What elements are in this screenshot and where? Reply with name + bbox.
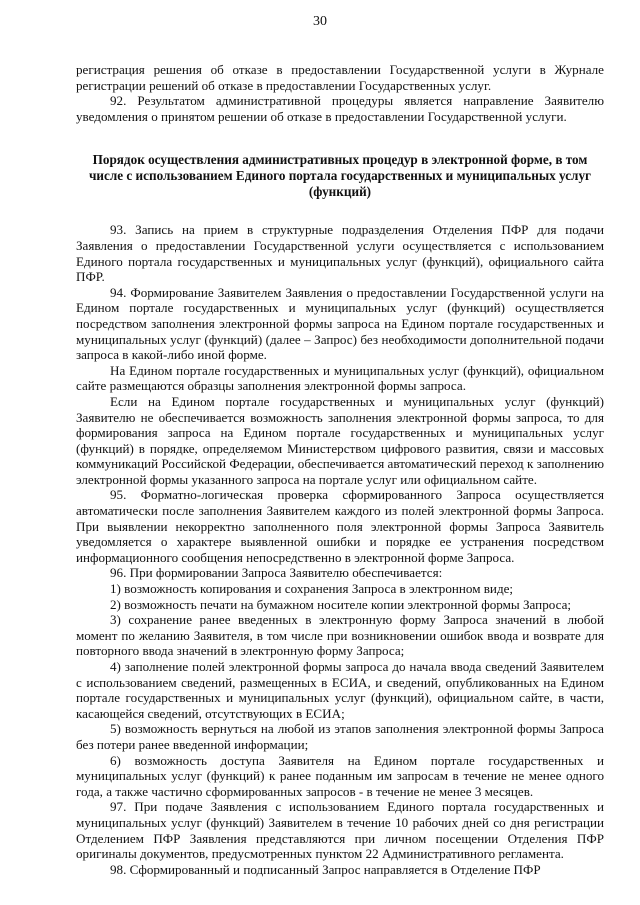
list-item-1: 1) возможность копирования и сохранения Запроса в электронном виде; xyxy=(110,581,514,597)
paragraph-96: 96. При формировании Запроса Заявителю обеспечивается: xyxy=(110,565,443,581)
paragraph-98: 98. Сформированный и подписанный Запрос направляется в Отделение ПФР xyxy=(110,861,541,877)
paragraph-97: 97. При подаче Заявления с использованием Единого портала государственных и муниципальных услуг (функций) Заявителем в течение 10 рабочих дней со дня регистрации Отделением ПФР Заявления представляются при личном посещении Отделения ПФР оригиналы документов, предусмотренных пунктом 22 Административного регламента. xyxy=(76,799,604,862)
paragraph-92: 92. Результатом административной процедуры является направление Заявителю уведомления о принятом решении об отказе в предоставлении Государственной услуги. xyxy=(76,93,604,124)
list-item-2: 2) возможность печати на бумажном носителе копии электронной формы Запроса; xyxy=(110,596,572,612)
document-body xyxy=(76,62,604,877)
list-item-5: 5) возможность вернуться на любой из этапов заполнения электронной формы Запроса без потери ранее введенной информации; xyxy=(76,721,604,752)
paragraph-autoredirect: Если на Едином портале государственных и муниципальных услуг (функций) Заявителю не обеспечивается возможность заполнения электронной формы запроса, то для формирования запроса на Едином портале государственных и муниципальных услуг (функций) в порядке, определяемом Министерством цифрового развития, связи и массовых коммуникаций Российской Федерации, обеспечивается автоматический переход к заполнению электронной формы указанного запроса на портале услуг или официальном сайте. xyxy=(76,393,604,487)
page-number: 30 xyxy=(313,14,327,29)
paragraph-95: 95. Форматно-логическая проверка сформированного Запроса осуществляется автоматически после заполнения Заявителем каждого из полей электронной формы Запроса. При выявлении некорректно заполненного поля электронной формы Запроса Заявитель уведомляется о характере выявленной ошибки и порядке ее устранения посредством информационного сообщения непосредственно в электронной форме Запроса. xyxy=(76,487,604,565)
paragraph-continuation: регистрация решения об отказе в предоставлении Государственной услуги в Журнале регистрации решений об отказе в предоставлении Государственных услуг. xyxy=(76,62,604,93)
paragraph-samples: На Едином портале государственных и муниципальных услуг (функций), официальном сайте размещаются образцы заполнения электронной формы запроса. xyxy=(76,362,604,394)
section-heading: Порядок осуществления административных процедур в электронной форме, в том числе с использованием Единого портала государственных и муниципальных услуг (функций) xyxy=(88,152,592,200)
list-item-6: 6) возможность доступа Заявителя на Едином портале государственных и муниципальных услуг (функций) к ранее поданным им запросам в течение не менее одного года, а также частично сформированных запросов - в течение не менее 3 месяцев. xyxy=(76,752,604,799)
paragraph-94: 94. Формирование Заявителем Заявления о предоставлении Государственной услуги на Едином портале государственных и муниципальных услуг (функций) осуществляется посредством заполнения электронной формы запроса на Едином портале государственных и муниципальных услуг (функций) (далее – Запрос) без необходимости дополнительной подачи запроса в какой-либо иной форме. xyxy=(76,284,604,363)
list-item-3: 3) сохранение ранее введенных в электронную форму Запроса значений в любой момент по желанию Заявителя, в том числе при возникновении ошибок ввода и возврате для повторного ввода значений в электронную форму Запроса; xyxy=(76,612,604,659)
list-item-4: 4) заполнение полей электронной формы запроса до начала ввода сведений Заявителем с использованием сведений, размещенных в ЕСИА, и сведений, опубликованных на Едином портале государственных и муниципальных услуг (функций), официальном сайте, в части, касающейся сведений, отсутствующих в ЕСИА; xyxy=(76,659,604,721)
paragraph-93: 93. Запись на прием в структурные подразделения Отделения ПФР для подачи Заявления о предоставлении Государственной услуги осуществляется с использованием Единого портала государственных и муниципальных услуг (функций), официального сайта ПФР. xyxy=(76,222,604,285)
